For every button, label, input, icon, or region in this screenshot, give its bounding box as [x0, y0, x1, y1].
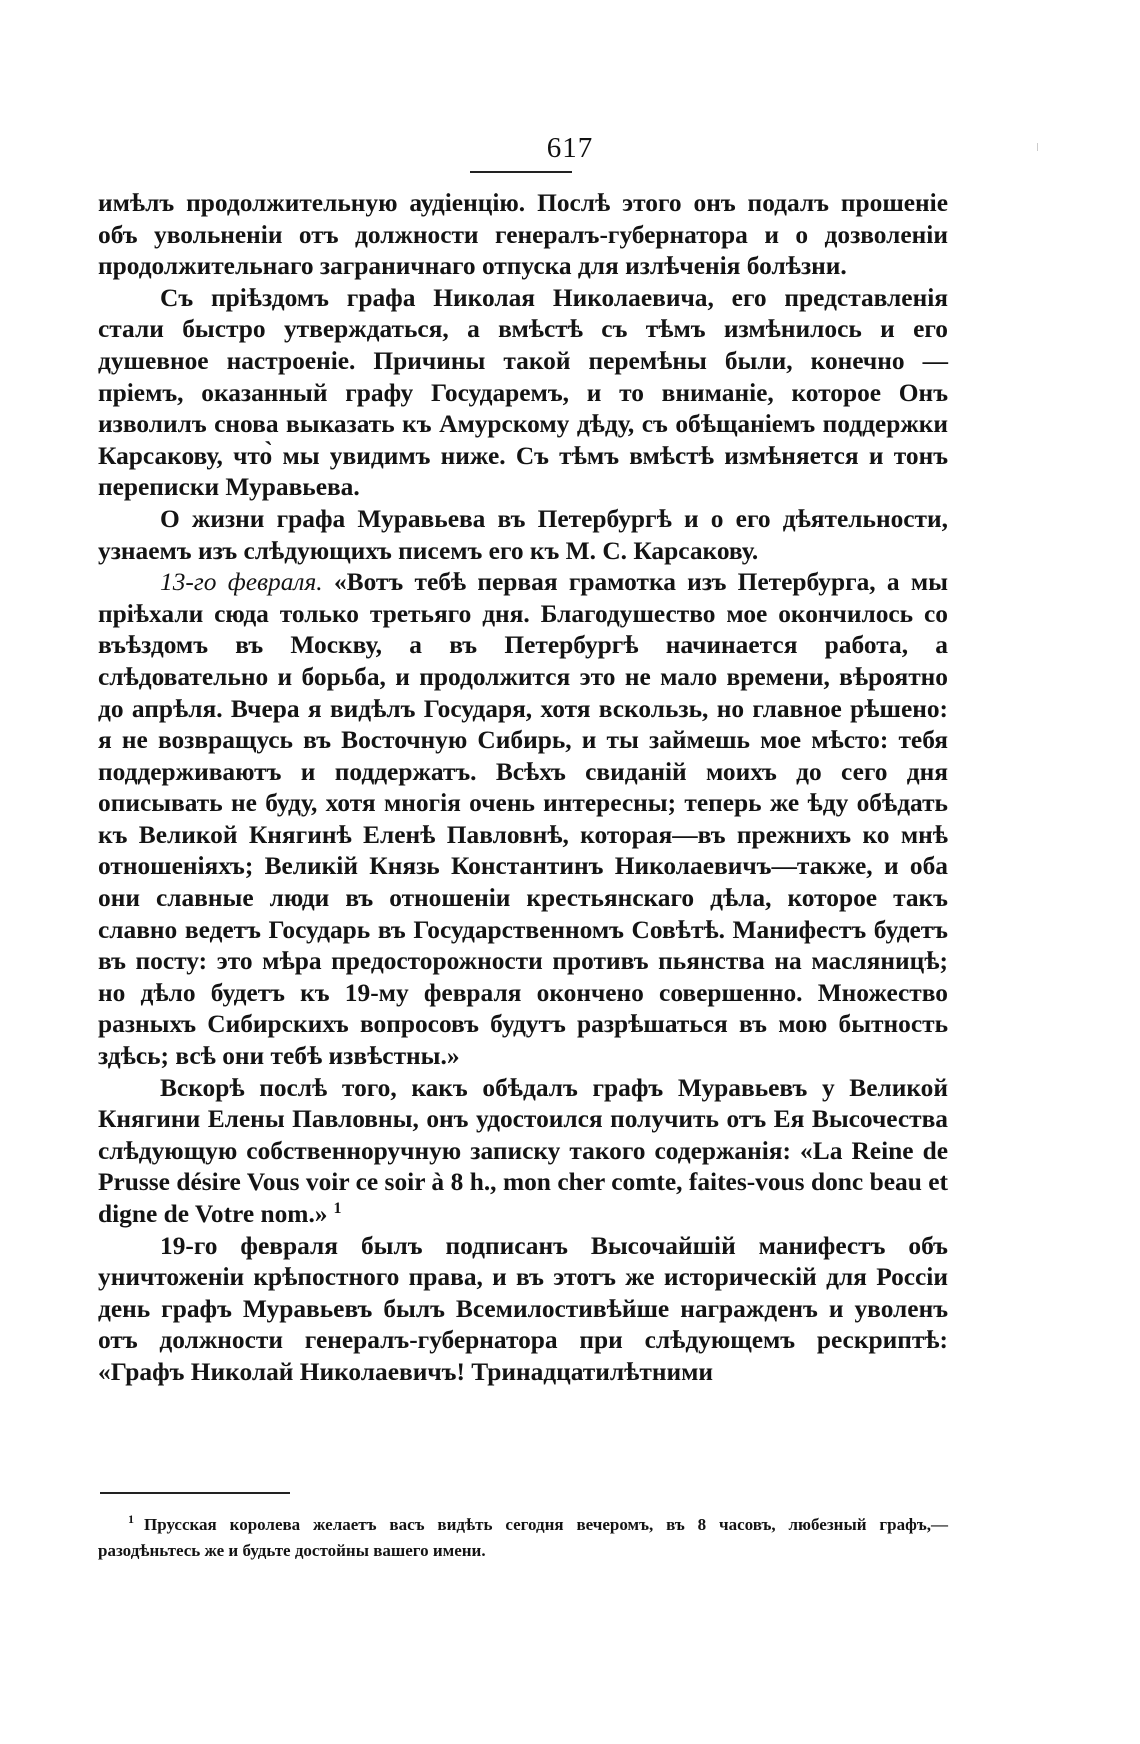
footnote-text: Прусская королева желаетъ васъ видѣть сегодня вечеромъ, въ 8 часовъ, любезный графъ,—разодѣньтесь же и будьте достойны вашего имени.	[98, 1515, 948, 1560]
paragraph-life-in-petersburg: О жизни графа Муравьева въ Петербургѣ и о его дѣятельности, узнаемъ изъ слѣдующихъ писемъ его къ М. С. Карсакову.	[98, 504, 948, 565]
footnote-mark: 1	[128, 1512, 134, 1527]
princess-note-text: Вскорѣ послѣ того, какъ обѣдалъ графъ Муравьевъ у Великой Княгини Елены Павловны, онъ удостоился получить отъ Ея Высочества слѣдующую собственноручную записку такого содержанія: «La Reine de Prusse désire Vous voir ce soir à 8 h., mon cher comte, faites-vous donc beau et digne de Votre nom.»	[98, 1073, 948, 1228]
letter-paragraph	[98, 567, 948, 1073]
letter-date: 13-го февраля.	[160, 568, 323, 597]
body-text	[98, 188, 948, 1389]
page-number: 617	[546, 132, 594, 164]
paragraph-manifesto: 19-го февраля былъ подписанъ Высочайшій манифестъ объ уничтоженіи крѣпостного права, и въ этотъ же историческій для Россіи день графъ Муравьевъ былъ Всемилостивѣйше награжденъ и уволенъ отъ должности генералъ-губернатора при слѣдующемъ рескриптѣ: «Графъ Николай Николаевичъ! Тринадцатилѣтними	[98, 1231, 948, 1386]
paragraph-arrival: Съ пріѣздомъ графа Николая Николаевича, его представленія стали быстро утверждаться, а вмѣстѣ съ тѣмъ измѣнилось и его душевное настроеніе. Причины такой перемѣны были, конечно — пріемъ, оказанный графу Государемъ, и то вниманіе, которое Онъ изволилъ снова выказать къ Амурскому дѣду, съ обѣщаніемъ поддержки Карсакову, что̀ мы увидимъ ниже. Съ тѣмъ вмѣстѣ измѣняется и тонъ переписки Муравьева.	[98, 283, 948, 502]
footnote-reference[interactable]: 1	[333, 1199, 342, 1217]
paragraph-audience: имѣлъ продолжительную аудіенцію. Послѣ этого онъ подалъ прошеніе объ увольненіи отъ должности генералъ-губернатора и о дозволеніи продолжительнаго заграничнаго отпуска для излѣченія болѣзни.	[98, 189, 948, 281]
letter-text: «Вотъ тебѣ первая грамотка изъ Петербурга, а мы пріѣхали сюда только третьяго дня. Благодушество мое окончилось со въѣздомъ въ Москву, а въ Петербургѣ начинается работа, а слѣдовательно и борьба, и продолжится это не мало времени, вѣроятно до апрѣля. Вчера я видѣлъ Государя, хотя вскользь, но главное рѣшено: я не возвращусь въ Восточную Сибирь, и ты займешь мое мѣсто: тебя поддерживаютъ и поддержатъ. Всѣхъ свиданій моихъ до сего дня описывать не буду, хотя многія очень интересны; теперь же ѣду обѣдать къ Великой Княгинѣ Еленѣ Павловнѣ, которая—въ прежнихъ ко мнѣ отношеніяхъ; Великій Князь Константинъ Николаевичъ—также, и оба они славные люди въ отношеніи крестьянскаго дѣла, которое такъ славно ведетъ Государь въ Государственномъ Совѣтѣ. Манифестъ будетъ въ посту: это мѣра предосторожности противъ пьянства на масляницѣ; но дѣло будетъ къ 19-му февраля окончено совершенно. Множество разныхъ Сибирскихъ вопросовъ будутъ разрѣшаться въ мою бытность здѣсь; всѣ они тебѣ извѣстны.»	[98, 568, 948, 1071]
footnote-rule	[100, 1492, 290, 1494]
footnote	[98, 1512, 948, 1564]
paragraph-princess-note	[98, 1073, 948, 1231]
page-number-rule	[470, 171, 572, 173]
